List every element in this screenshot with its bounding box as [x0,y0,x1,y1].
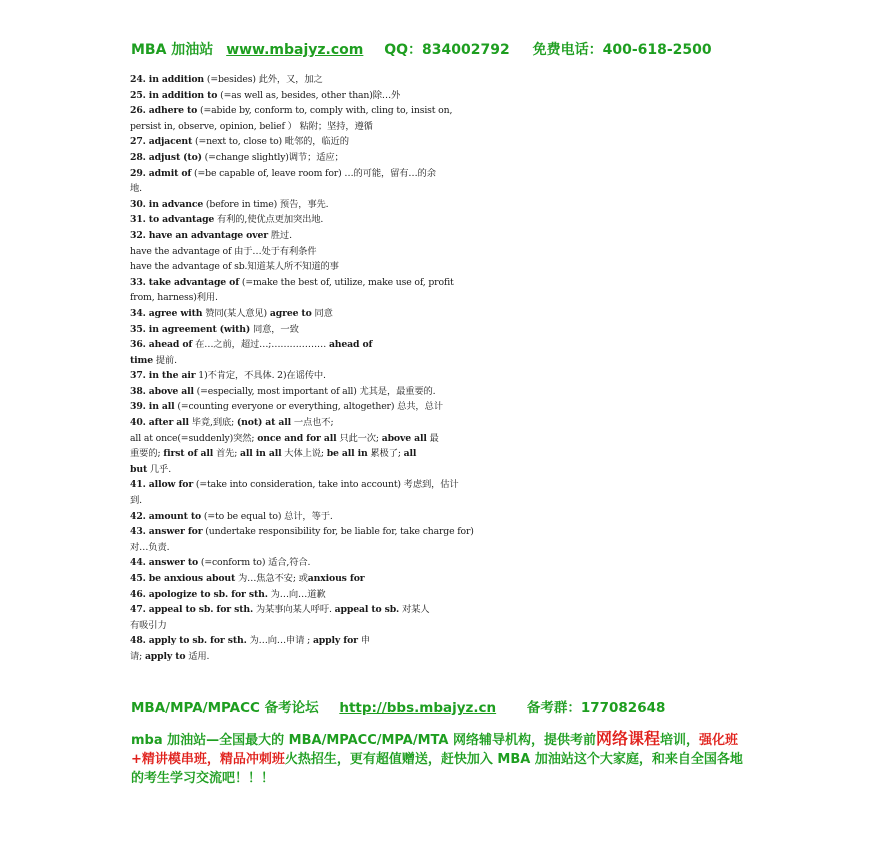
vocab-line [130,477,550,493]
vocab-text: 同意 [311,307,333,319]
vocab-term: 41. allow for [130,479,194,491]
forum-url-link[interactable]: http://bbs.mbajyz.cn [339,700,497,716]
vocab-text: 一点也不; [291,417,334,429]
vocab-text: 大体上说; [281,448,327,460]
vocab-term: 37. in the air [130,370,196,382]
vocab-line [130,602,550,618]
vocab-line [130,322,550,338]
vocab-term: 42. amount to [130,510,202,522]
vocab-term: 39. in all [130,401,175,413]
vocab-line [130,399,550,415]
study-group-number: 备考群：177082648 [526,700,666,716]
vocab-term: 36. ahead of [130,339,193,351]
vocab-term: but [130,463,148,475]
vocab-term: 33. take advantage of [130,276,240,288]
vocab-line [130,493,550,509]
vocab-text: from, harness)利用. [130,292,218,304]
vocab-term: 29. admit of [130,167,192,179]
vocab-line [130,134,550,150]
vocab-line [130,103,550,119]
forum-title: MBA/MPA/MPACC 备考论坛 [131,700,319,716]
promo-paragraph [131,729,743,788]
vocabulary-list [130,72,550,665]
vocab-term: 32. have an advantage over [130,229,268,241]
vocab-text: (undertake responsibility for, be liable for, take charge for) [202,526,474,538]
vocab-text: (=especially, most important of all) 尤其是，最重要的. [193,385,436,397]
vocab-term: 48. apply to sb. for sth. [130,635,247,647]
vocab-term: (not) at all [236,417,292,429]
vocab-text: (=take into consideration, take into account) 考虑到，估计 [193,479,459,491]
vocab-line [130,618,550,634]
vocab-text: 胜过. [267,229,292,241]
vocab-line [130,509,550,525]
vocab-term: 38. above all [130,385,194,397]
vocab-line [130,306,550,322]
vocab-term: 30. in advance [130,198,204,210]
vocab-text: 累极了; [367,448,404,460]
vocab-line [130,540,550,556]
page-header [131,39,712,59]
promo-text-1: mba 加油站—全国最大的 MBA/MPACC/MPA/MTA 网络辅导机构，提供考前 [131,733,596,748]
vocab-line [130,571,550,587]
vocab-text: 有利的,使优点更加突出地. [214,214,324,226]
vocab-text: 1)不肯定，不具体. 2)在谣传中. [195,370,326,382]
vocab-line [130,228,550,244]
vocab-line [130,275,550,291]
vocab-term: 28. adjust (to) [130,151,202,163]
vocab-text: (=make the best of, utilize, make use of, profit [239,276,454,288]
vocab-text: 到. [130,495,142,507]
vocab-text: 申 [357,635,370,647]
vocab-term: once and for all [257,432,337,444]
vocab-term: first of all [163,448,214,460]
vocab-line [130,368,550,384]
vocab-line [130,72,550,88]
vocab-term: 44. answer to [130,557,199,569]
vocab-line [130,446,550,462]
vocab-text: (=as well as, besides, other than)除…外 [217,89,401,101]
vocab-line [130,197,550,213]
vocab-term: 35. in agreement (with) [130,323,251,335]
vocab-text: 对某人 [399,604,430,616]
vocab-term: apply for [312,635,358,647]
vocab-line [130,181,550,197]
vocab-line [130,244,550,260]
vocab-term: 27. adjacent [130,136,193,148]
vocab-text: 为…焦急不安; 或 [235,573,308,584]
vocab-line [130,166,550,182]
vocab-text: have the advantage of sb.知道某人所不知道的事 [130,261,339,273]
promo-text-2: 培训， [659,733,699,748]
vocab-text: (=abide by, conform to, comply with, cling to, insist on, [197,105,453,117]
vocab-line [130,212,550,228]
vocab-text: 对…负责. [130,541,170,553]
vocab-line [130,555,550,571]
vocab-text: 毕竟,到底; [188,417,237,429]
vocab-term: be all in [326,448,368,460]
vocab-text: 最 [426,432,439,444]
vocab-term: above all [381,432,427,444]
vocab-term: 25. in addition to [130,89,218,101]
vocab-text: 适用. [185,650,210,662]
vocab-text: 在…之前，超过…;……………… [192,339,329,351]
vocab-text: have the advantage of 由于…处于有利条件 [130,245,317,257]
vocab-line [130,290,550,306]
brand-name: MBA 加油站 [131,42,214,58]
vocab-text: 有吸引力 [130,619,167,631]
vocab-line [130,462,550,478]
vocab-text: 请; [130,650,145,662]
vocab-text: 地. [130,183,142,195]
vocab-term: appeal to sb. [334,604,400,616]
vocab-term: 31. to advantage [130,214,215,226]
phone-number: 免费电话：400-618-2500 [532,42,712,58]
vocab-text: (before in time) 预告，事先. [203,198,329,210]
vocab-line [130,119,550,135]
vocab-term: 40. after all [130,417,189,429]
vocab-term: 24. in addition [130,74,205,85]
forum-footer [131,696,665,716]
vocab-term: 45. be anxious about [130,573,236,584]
vocab-text: (=to be equal to) 总计，等于. [201,510,333,522]
vocab-term: 34. agree with [130,307,203,319]
vocab-line [130,384,550,400]
vocab-text: (=be capable of, leave room for) …的可能，留有…的余 [191,167,436,179]
vocab-line [130,649,550,665]
vocab-text: (=change slightly)调节；适应； [201,151,344,163]
vocab-text: 赞同(某人意见) [202,307,270,319]
vocab-text: persist in, observe, opinion, belief ） 粘附；坚持，遵循 [130,120,373,132]
vocab-line [130,259,550,275]
vocab-line [130,353,550,369]
vocab-text: 为某事向某人呼吁. [253,604,335,616]
vocab-text: 重要的; [130,448,164,460]
vocab-text: 为…向…道歉 [267,588,326,600]
vocab-line [130,150,550,166]
vocab-term: ahead of [328,339,373,351]
vocab-term: all in all [240,448,282,460]
vocab-line [130,633,550,649]
vocab-text: all at once(=suddenly)突然; [130,432,258,444]
vocab-line [130,88,550,104]
vocab-term: 43. answer for [130,526,203,538]
qq-number: QQ：834002792 [384,42,510,58]
site-url-link[interactable]: www.mbajyz.com [226,42,364,58]
promo-highlight-classes: 强化班+精讲模串班，精品冲刺班 [131,733,739,767]
vocab-text: (=counting everyone or everything, altogether) 总共，总计 [174,401,443,413]
vocab-text: 几乎. [147,463,172,475]
vocab-text: 为…向…申请 ; [246,635,313,647]
vocab-text: 只此一次; [336,432,382,444]
vocab-text: 首先; [213,448,241,460]
vocab-text: (=besides) 此外，又，加之 [204,74,323,85]
vocab-term: all [403,448,417,460]
vocab-term: 47. appeal to sb. for sth. [130,604,254,616]
vocab-term: 46. apologize to sb. for sth. [130,588,268,600]
vocab-line [130,337,550,353]
vocab-term: anxious for [307,573,365,584]
promo-highlight-course: 网络课程 [595,729,660,748]
vocab-text: 提前. [152,354,177,366]
vocab-text: (=next to, close to) 毗邻的，临近的 [192,136,349,148]
vocab-line [130,431,550,447]
vocab-line [130,415,550,431]
vocab-term: apply to [144,650,186,662]
vocab-line [130,587,550,603]
vocab-term: agree to [269,307,312,319]
promo-text-3: 火热招生，更有超值赠送，赶快加入 MBA 加油站这个大家庭，和来自全国各地的考生学习交流吧！！！ [131,752,743,786]
vocab-text: 同意，一致 [250,323,299,335]
vocab-term: 26. adhere to [130,105,198,117]
vocab-term: time [130,354,153,366]
vocab-text: (=conform to) 适合,符合. [198,557,311,569]
vocab-line [130,524,550,540]
